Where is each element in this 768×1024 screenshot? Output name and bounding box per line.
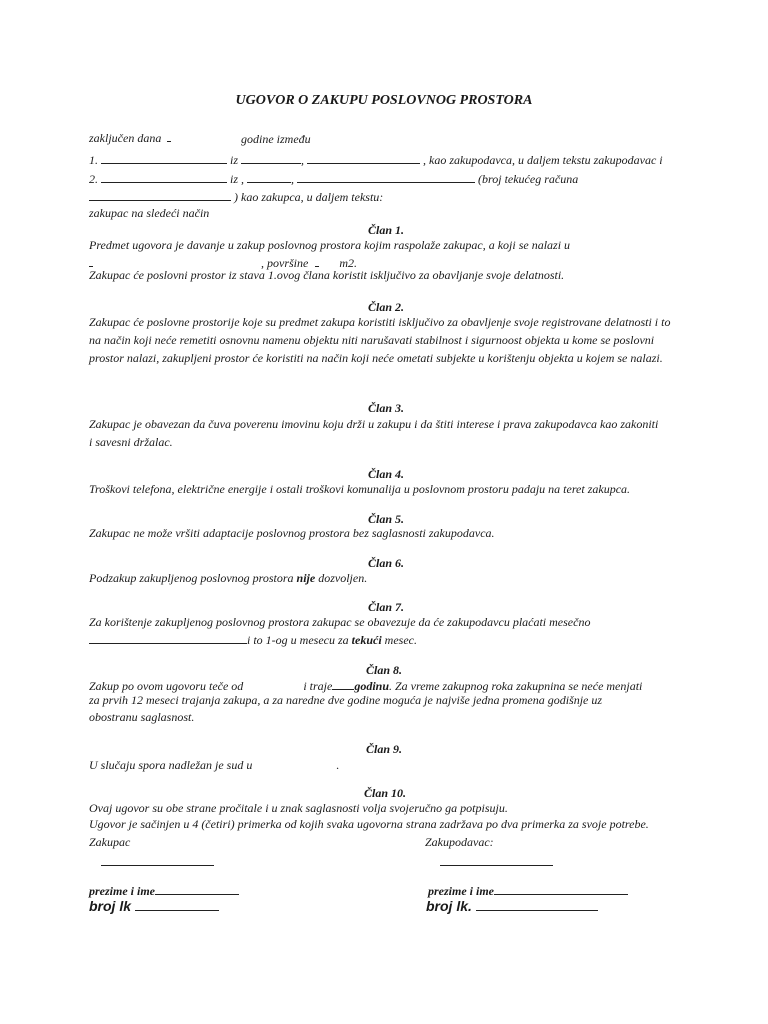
article-1-line3: Zakupac će poslovni prostor iz stava 1.ovog člana koristit isključivo za obavljanje svoje delatnosti.	[89, 268, 565, 282]
article-10-line2: Ugovor je sačinjen u 4 (četiri) primerka od kojih svaka ugovorna strana zadržava po dva primerka za svoje potrebe.	[89, 817, 649, 831]
article-9-heading: Član 9.	[366, 742, 403, 756]
lessor-name-label: prezime i ime	[428, 884, 494, 898]
party2-role-text: ) kao zakupca, u daljem tekstu:	[234, 190, 384, 204]
article-3-heading: Član 3.	[368, 401, 405, 415]
location-blank	[89, 254, 93, 267]
article-8-line1	[89, 677, 642, 694]
party2-manner: zakupac na sledeći način	[89, 206, 210, 220]
lessor-id-blank	[476, 897, 598, 911]
year-between-label: godine između	[241, 132, 311, 146]
article-5-text: Zakupac ne može vršiti adaptacije poslovnog prostora bez saglasnosti zakupodavca.	[89, 526, 495, 540]
article-1-line1: Predmet ugovora je davanje u zakup poslovnog prostora kojim raspolaže zakupac, a koji se nalazi u	[89, 238, 571, 252]
party1-line: 1. iz , , kao zakupodavca, u daljem tekstu zakupodavac i	[89, 153, 663, 167]
duration-blank	[332, 677, 354, 690]
article-4-heading: Član 4.	[368, 467, 405, 481]
party2-account-blank	[89, 188, 231, 201]
article-7-heading: Član 7.	[368, 600, 405, 614]
lessee-name-label: prezime i ime	[89, 884, 155, 898]
party2-from-label: iz ,	[230, 172, 245, 186]
party2-account-label: (broj tekućeg računa	[478, 172, 579, 186]
document-title: UGOVOR O ZAKUPU POSLOVNOG PROSTORA	[235, 93, 533, 108]
party2-line2	[89, 188, 383, 205]
article-9-court-label: U slučaju spora nadležan je sud u	[89, 758, 253, 772]
lessor-name-blank	[494, 882, 628, 895]
article-8-duration-label: i traje	[303, 679, 333, 693]
intro-line	[89, 129, 171, 146]
lessor-label: Zakupodavac:	[425, 835, 494, 849]
lessee-id-blank	[135, 897, 219, 911]
article-6-after: dozvoljen.	[315, 571, 368, 585]
article-7-line2-before: i to 1-og u mesecu za	[247, 633, 352, 647]
party2-name-blank	[101, 170, 227, 183]
article-7-line2-after: mesec.	[381, 633, 417, 647]
article-4-text: Troškovi telefona, električne energije i ostali troškovi komunalija u poslovnom prostoru padaju na teret zakupca.	[89, 482, 631, 496]
article-6-text	[89, 571, 367, 586]
article-9-dot: .	[336, 758, 340, 772]
lessee-id-line	[89, 897, 219, 914]
article-8-line1-after: . Za vreme zakupnog roka zakupnina se neće menjati	[389, 679, 643, 693]
lessee-id-label: broj lk	[89, 898, 132, 914]
lessor-id-label: broj lk.	[426, 898, 472, 914]
party1-from-label: iz	[230, 153, 239, 167]
concluded-on-label: zaključen dana	[89, 131, 162, 145]
party1-name-blank	[101, 151, 227, 164]
article-6-heading: Član 6.	[368, 556, 405, 570]
party2-number: 2.	[89, 172, 98, 186]
party1-address-blank	[307, 151, 420, 164]
article-2-text: Zakupac će poslovne prostorije koje su predmet zakupa koristiti isključivo za obavljenje svoje registrovane delatnosti i to na način koji neće remetiti osnovnu namenu objektu niti narušavati stabilnost i sigurnoost objekta u kome se poslovni prostor nalazi, zakupljeni prostor će koristiti na način koji neće ometati subjekte u korištenju objekta u kojem se nalazi.	[89, 315, 671, 365]
party2-address-blank	[297, 170, 475, 183]
article-8-years-bold: godinu	[354, 679, 389, 693]
article-5-heading: Član 5.	[368, 512, 405, 526]
lessor-id-line	[426, 897, 598, 914]
article-7-line2	[89, 631, 417, 648]
date-blank	[167, 129, 171, 142]
article-8-start-label: Zakup po ovom ugovoru teče od	[89, 679, 244, 693]
article-2-heading: Član 2.	[368, 300, 405, 314]
party2-line: 2. iz , , (broj tekućeg računa	[89, 172, 579, 186]
article-10-heading: Član 10.	[364, 786, 407, 800]
lessee-name-blank	[155, 882, 239, 895]
article-7-line2-bold: tekući	[351, 633, 382, 647]
article-10-line1: Ovaj ugovor su obe strane pročitale i u znak saglasnosti volja svojeručno ga potpisuju.	[89, 801, 508, 815]
party1-number: 1.	[89, 153, 98, 167]
article-9-text	[89, 758, 339, 773]
party2-city-blank	[247, 170, 291, 183]
area-unit: m2.	[339, 256, 357, 270]
article-7-line1: Za korištenje zakupljenog poslovnog prostora zakupac se obavezuje da će zakupodavcu plaćati mesečno	[89, 615, 591, 629]
lessor-signature-line	[440, 865, 553, 866]
rent-amount-blank	[89, 631, 247, 644]
article-1-heading: Član 1.	[368, 223, 405, 237]
article-3-text: Zakupac je obavezan da čuva poverenu imovinu koju drži u zakupu i da štiti interese i prava zakupodavca kao zakoniti i savesni držalac.	[89, 417, 659, 449]
lessee-signature-line	[101, 865, 214, 866]
article-8-line2: za prvih 12 meseci trajanja zakupa, a za naredne dve godine moguća je najviše jedna promena godišnje uz	[89, 693, 603, 707]
party1-role-text: , kao zakupodavca, u daljem tekstu zakupodavac i	[423, 153, 663, 167]
area-blank	[315, 254, 319, 267]
article-6-bold: nije	[296, 571, 316, 585]
article-6-before: Podzakup zakupljenog poslovnog prostora	[89, 571, 297, 585]
article-8-line3: obostranu saglasnost.	[89, 710, 195, 724]
article-8-heading: Član 8.	[366, 663, 403, 677]
party1-city-blank	[241, 151, 301, 164]
lessee-label: Zakupac	[89, 835, 131, 849]
area-label: , površine	[261, 256, 309, 270]
